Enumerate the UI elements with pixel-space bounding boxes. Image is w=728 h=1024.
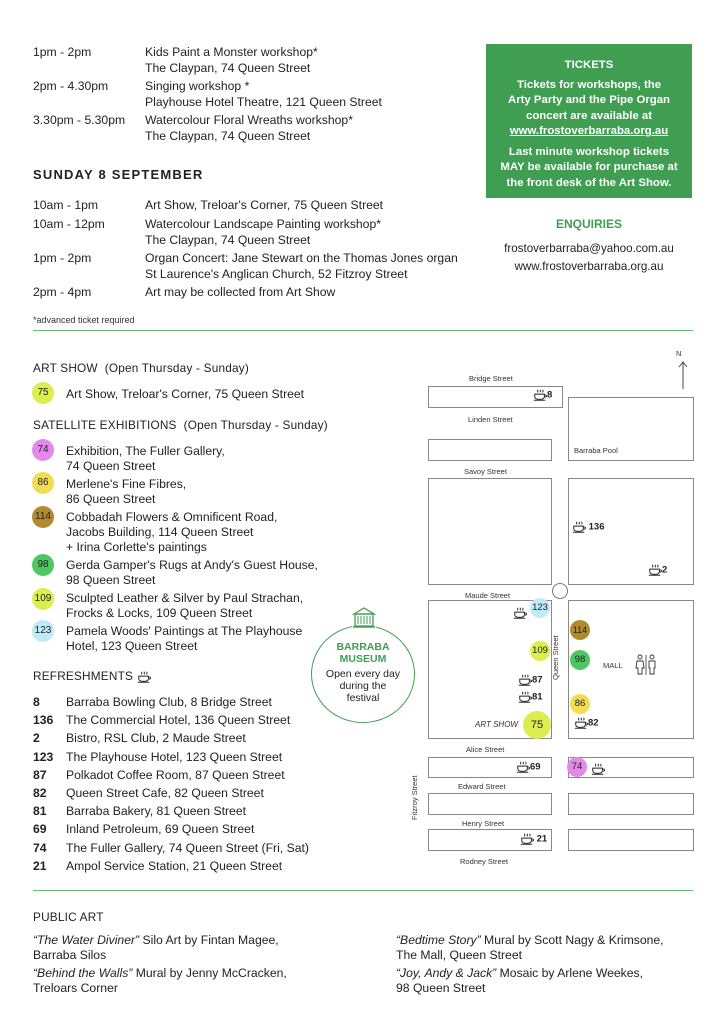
coffee-cup-icon	[574, 716, 588, 730]
street-label: Linden Street	[468, 415, 513, 424]
tickets-text: Last minute workshop tickets	[508, 145, 670, 158]
exhibition-name: Merlene's Fine Fibres,	[66, 477, 187, 491]
public-art-item	[33, 932, 279, 948]
event-title: Art may be collected from Art Show	[145, 285, 336, 299]
map-block	[568, 793, 694, 815]
refreshment-number: 82	[33, 786, 47, 800]
refreshment-name: Bistro, RSL Club, 2 Maude Street	[66, 731, 246, 746]
map-marker-75: 75	[523, 711, 551, 739]
tickets-text: concert are available at	[526, 109, 652, 122]
enquiries-web-link[interactable]: www.frostoverbarraba.org.au	[514, 260, 664, 273]
map-cafe-2	[648, 563, 667, 577]
refreshment-number: 123	[33, 749, 54, 764]
street-label: Edward Street	[458, 782, 506, 791]
art-show-item: Art Show, Treloar's Corner, 75 Queen Street	[66, 387, 305, 401]
tickets-text: Arty Party and the Pipe Organ	[507, 94, 671, 106]
exhibition-address: 86 Queen Street	[66, 492, 156, 506]
event-time: 3.30pm - 5.30pm	[33, 113, 126, 127]
exhibition-address: Frocks & Locks, 109 Queen Street	[66, 606, 253, 620]
public-art-item	[396, 932, 664, 948]
coffee-cup-icon	[591, 762, 605, 776]
event-title: Organ Concert: Jane Stewart on the Thomas Jones organ	[145, 251, 458, 265]
enquiries-email-link[interactable]: frostoverbarraba@yahoo.com.au	[504, 242, 674, 255]
marker-74: 74	[32, 439, 54, 461]
refreshment-number: 8	[33, 695, 40, 709]
street-label: Savoy Street	[464, 467, 507, 476]
museum-building-icon	[351, 605, 377, 631]
exhibition-name: Cobbadah Flowers & Omnificent Road,	[66, 510, 278, 524]
street-label: Alice Street	[466, 745, 505, 754]
event-location: The Claypan, 74 Queen Street	[145, 233, 311, 247]
artwork-location: Barraba Silos	[33, 948, 107, 962]
art-show-heading	[33, 361, 249, 375]
toilets-icon	[634, 654, 658, 676]
roundabout	[552, 583, 568, 599]
museum-note: during the	[339, 680, 387, 692]
refreshment-name: Polkadot Coffee Room, 87 Queen Street	[66, 767, 285, 782]
marker-123: 123	[32, 620, 54, 642]
coffee-cup-icon	[533, 388, 547, 402]
marker-86: 86	[32, 472, 54, 494]
museum-name: MUSEUM	[339, 653, 387, 665]
museum-note: Open every day	[325, 668, 401, 680]
event-time: 2pm - 4pm	[33, 285, 92, 299]
artwork-title: “The Water Diviner”	[33, 933, 140, 947]
coffee-cup-icon	[513, 606, 527, 620]
exhibition-name: Gerda Gamper's Rugs at Andy's Guest House,	[66, 558, 318, 572]
coffee-cup-icon	[516, 760, 530, 774]
refreshment-name: Barraba Bowling Club, 8 Bridge Street	[66, 695, 272, 709]
place-label: Barraba Pool	[574, 446, 618, 455]
satellite-heading	[33, 418, 328, 432]
tickets-text: Tickets for workshops, the	[516, 78, 662, 91]
refreshment-name: Ampol Service Station, 21 Queen Street	[66, 858, 283, 873]
event-location: Playhouse Hotel Theatre, 121 Queen Street	[145, 95, 382, 109]
refreshment-name: The Playhouse Hotel, 123 Queen Street	[66, 749, 283, 764]
exhibition-name: Sculpted Leather & Silver by Paul Strachan,	[66, 591, 304, 605]
artwork-location: 98 Queen Street	[396, 981, 486, 995]
event-time: 1pm - 2pm	[33, 45, 92, 59]
artwork-location: The Mall, Queen Street	[396, 948, 522, 962]
event-time: 10am - 12pm	[33, 217, 105, 231]
map-cafe-number: 69	[530, 761, 541, 773]
map-cafe-82	[574, 716, 599, 730]
divider	[33, 330, 693, 331]
refreshment-number: 136	[33, 713, 54, 728]
map-block	[568, 829, 694, 851]
north-arrow-icon	[678, 360, 688, 390]
tickets-text: the front desk of the Art Show.	[506, 176, 672, 189]
refreshment-number: 69	[33, 822, 47, 837]
refreshment-number: 87	[33, 767, 47, 782]
refreshment-number: 74	[33, 840, 47, 855]
refreshment-name: Queen Street Cafe, 82 Queen Street	[66, 786, 264, 800]
map-cafe-87	[518, 673, 543, 687]
refreshment-number: 2	[33, 731, 40, 746]
map-cafe-136	[572, 520, 605, 534]
tickets-url-link[interactable]: www.frostoverbarraba.org.au	[509, 125, 669, 137]
artwork-desc: Mosaic by Arlene Weekes,	[496, 966, 644, 980]
map-block	[428, 439, 552, 461]
marker-75: 75	[32, 382, 54, 404]
refreshment-name: Barraba Bakery, 81 Queen Street	[66, 804, 246, 819]
coffee-cup-icon	[137, 670, 151, 684]
marker-98: 98	[32, 554, 54, 576]
refreshments-heading	[33, 669, 151, 684]
map-marker-109: 109	[530, 641, 550, 661]
refreshment-name: The Fuller Gallery, 74 Queen Street (Fri, Sat)	[66, 840, 309, 855]
exhibition-extra: + Irina Corlette's paintings	[66, 540, 207, 554]
street-label: Henry Street	[462, 819, 505, 828]
art-show-heading-text: ART SHOW	[33, 361, 98, 375]
sunday-heading: SUNDAY 8 SEPTEMBER	[33, 167, 204, 182]
refreshment-name: Inland Petroleum, 69 Queen Street	[66, 822, 255, 837]
street-label: Rodney Street	[460, 857, 508, 866]
public-art-item	[33, 965, 287, 981]
map-cafe-number: 136	[588, 521, 605, 533]
map-cafe-69	[516, 760, 541, 774]
refreshment-number: 81	[33, 804, 47, 819]
artwork-title: “Bedtime Story”	[396, 933, 481, 947]
map-marker-114: 114	[570, 620, 590, 640]
satellite-hours: (Open Thursday - Sunday)	[183, 418, 328, 432]
map-cafe-21	[520, 832, 547, 846]
coffee-cup-icon	[518, 690, 532, 704]
event-title: Watercolour Floral Wreaths workshop*	[145, 113, 353, 127]
map-cafe-number: 21	[536, 833, 548, 845]
map-cafe-number: 81	[532, 691, 543, 703]
tickets-title: TICKETS	[564, 59, 614, 71]
map-cafe-number: 8	[547, 389, 553, 401]
map-cafe-number: 2	[662, 564, 668, 576]
coffee-cup-icon	[518, 673, 532, 687]
map-block	[428, 793, 552, 815]
museum-name: BARRABA	[336, 641, 390, 653]
satellite-heading-text: SATELLITE EXHIBITIONS	[33, 418, 177, 432]
map-marker-74: 74	[567, 757, 587, 777]
place-label: MALL	[603, 661, 623, 670]
tickets-box	[486, 44, 692, 198]
event-location: The Claypan, 74 Queen Street	[145, 129, 311, 143]
north-label: N	[676, 349, 682, 358]
marker-109: 109	[32, 588, 54, 610]
enquiries-title: ENQUIRIES	[555, 217, 622, 231]
event-time: 1pm - 2pm	[33, 251, 92, 265]
street-label: Queen Street	[551, 635, 560, 680]
artwork-location: Treloars Corner	[33, 981, 118, 995]
exhibition-address: Hotel, 123 Queen Street	[66, 639, 198, 653]
coffee-cup-icon	[648, 563, 662, 577]
map-cafe-8	[533, 388, 552, 402]
footnote: *advanced ticket required	[33, 315, 135, 325]
artwork-desc: Silo Art by Fintan Magee,	[139, 933, 279, 947]
event-title: Singing workshop *	[145, 79, 250, 93]
refreshment-number: 21	[33, 858, 47, 873]
public-art-item	[396, 965, 643, 981]
map-block	[428, 478, 552, 585]
event-title: Kids Paint a Monster workshop*	[145, 45, 318, 59]
exhibition-address: Jacobs Building, 114 Queen Street	[66, 525, 254, 539]
coffee-cup-icon	[520, 832, 534, 846]
tickets-text: MAY be available for purchase at	[500, 161, 678, 173]
street-label: Bridge Street	[469, 374, 513, 383]
map-cafe-123	[513, 604, 527, 622]
map-cafe-number: 82	[588, 717, 599, 729]
map-marker-86: 86	[570, 694, 590, 714]
public-art-heading: PUBLIC ART	[33, 910, 104, 924]
artwork-title: “Joy, Andy & Jack”	[396, 966, 497, 980]
event-time: 10am - 1pm	[33, 198, 99, 212]
exhibition-address: 74 Queen Street	[66, 459, 156, 473]
event-location: The Claypan, 74 Queen Street	[145, 61, 311, 75]
street-label: Fitzroy Street	[410, 775, 419, 820]
museum-note: festival	[346, 692, 380, 704]
event-title: Art Show, Treloar's Corner, 75 Queen Street	[145, 198, 384, 212]
place-label: ART SHOW	[475, 720, 518, 729]
event-location: St Laurence's Anglican Church, 52 Fitzroy Street	[145, 267, 408, 281]
map-marker-123: 123	[530, 598, 550, 618]
artwork-desc: Mural by Jenny McCracken,	[132, 966, 287, 980]
museum-hours	[311, 668, 415, 704]
museum-title	[311, 641, 415, 665]
artwork-title: “Behind the Walls”	[33, 966, 133, 980]
exhibition-name: Exhibition, The Fuller Gallery,	[66, 444, 225, 458]
map-cafe-number: 87	[532, 674, 543, 686]
artwork-desc: Mural by Scott Nagy & Krimsone,	[480, 933, 664, 947]
coffee-cup-icon	[572, 520, 586, 534]
map-cafe-74	[591, 760, 605, 778]
street-label: Maude Street	[465, 591, 511, 600]
exhibition-name: Pamela Woods' Paintings at The Playhouse	[66, 624, 303, 638]
event-time: 2pm - 4.30pm	[33, 79, 109, 93]
refreshments-heading-text: REFRESHMENTS	[33, 669, 134, 683]
divider	[33, 890, 693, 891]
marker-114: 114	[32, 506, 54, 528]
exhibition-address: 98 Queen Street	[66, 573, 156, 587]
map-marker-98: 98	[570, 650, 590, 670]
map-cafe-81	[518, 690, 543, 704]
refreshment-name: The Commercial Hotel, 136 Queen Street	[66, 713, 291, 728]
art-show-hours: (Open Thursday - Sunday)	[104, 361, 249, 375]
event-title: Watercolour Landscape Painting workshop*	[145, 217, 381, 231]
